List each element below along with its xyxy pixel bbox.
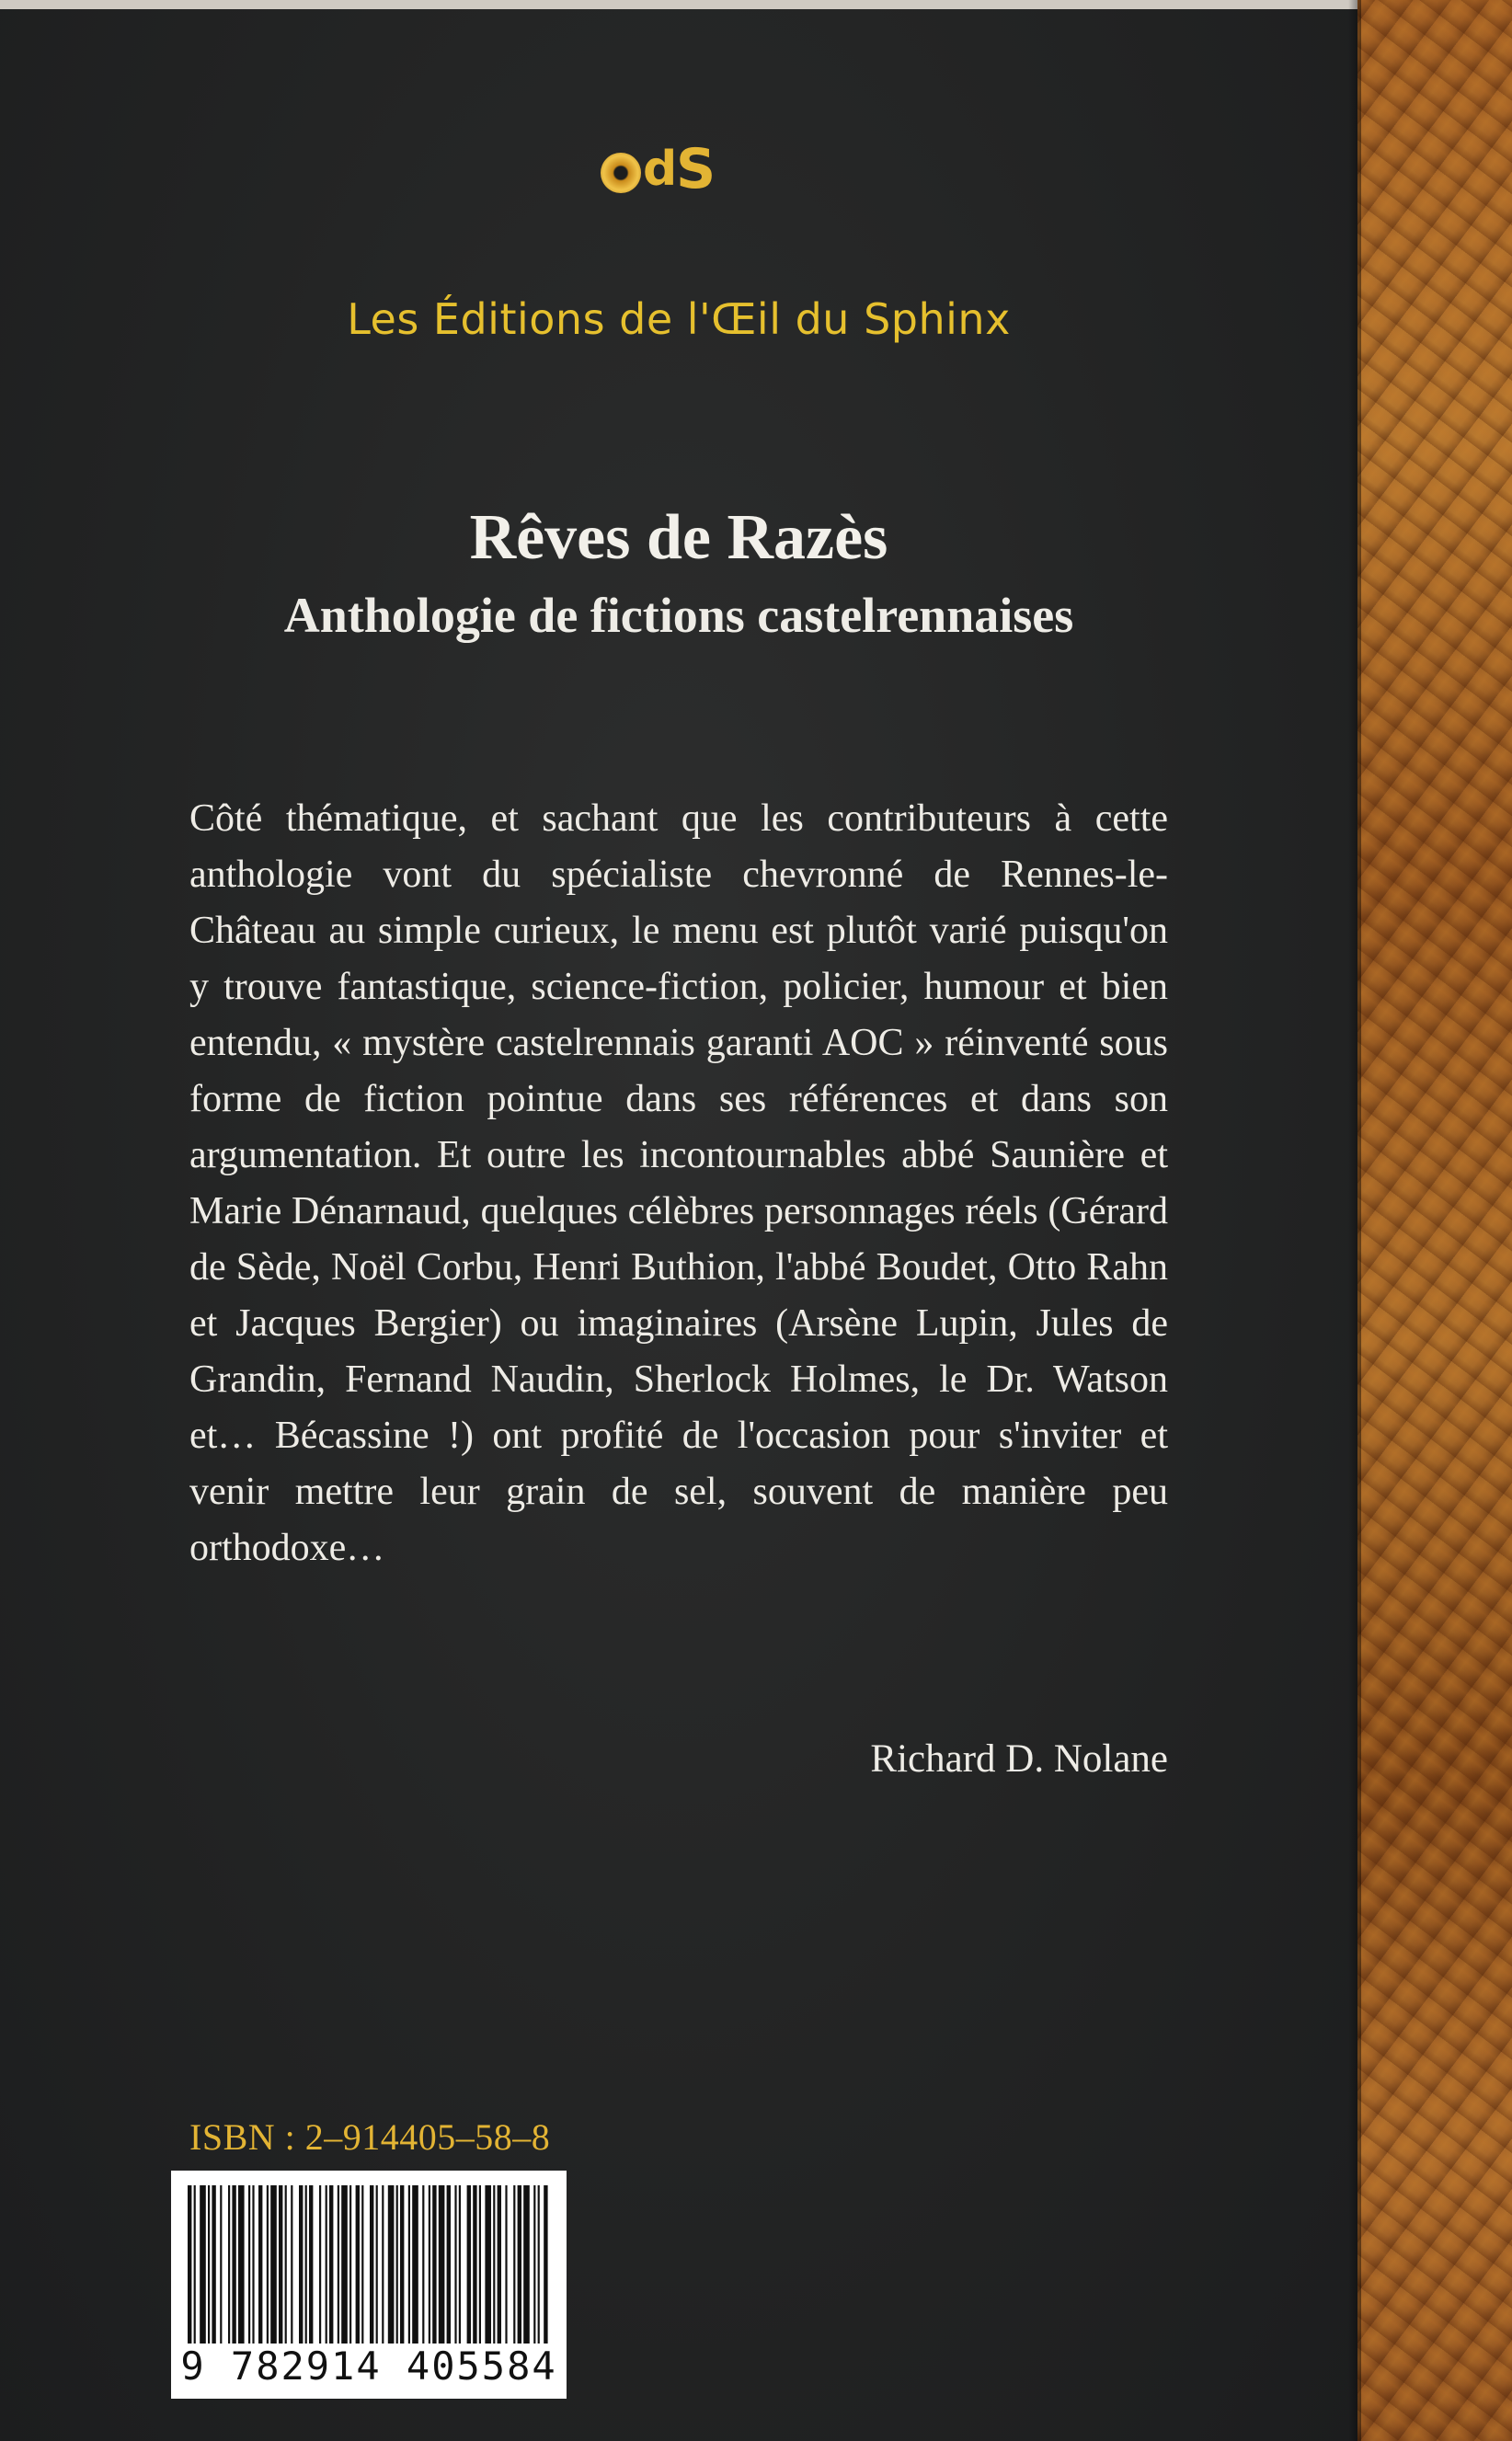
barcode-bar <box>422 2185 424 2344</box>
barcode-bar <box>329 2185 333 2344</box>
barcode-bar <box>238 2185 245 2344</box>
barcode-bar <box>454 2185 456 2344</box>
barcode-bar <box>319 2185 321 2344</box>
barcode-bar <box>220 2185 222 2344</box>
barcode-bar <box>518 2185 521 2344</box>
barcode-bar <box>533 2185 535 2344</box>
book-title: Rêves de Razès <box>469 502 888 573</box>
barcode-bar <box>498 2185 501 2344</box>
blurb <box>189 791 1168 1576</box>
barcode-bar <box>459 2185 461 2344</box>
barcode-bar <box>208 2185 210 2344</box>
spine-shadow <box>1348 0 1361 2441</box>
barcode-bar <box>467 2185 471 2344</box>
barcode-bar <box>479 2185 481 2344</box>
barcode-bar <box>267 2185 269 2344</box>
barcode-bar <box>326 2185 327 2344</box>
barcode-bar <box>232 2185 235 2344</box>
barcode-bar <box>258 2185 262 2344</box>
barcode-bars <box>186 2185 552 2344</box>
barcode-bar <box>188 2185 191 2344</box>
barcode-bar <box>538 2185 540 2344</box>
barcode-bar <box>376 2185 378 2344</box>
barcode-bar <box>408 2185 410 2344</box>
barcode-bar <box>305 2185 307 2344</box>
blurb-paragraph: Côté thématique, et sachant que les contributeurs à cette anthologie vont du spécialiste chevronné de Rennes-le-Château au simple curieux, le menu est plutôt varié puisqu'on y trouve fantastique, science-fiction, policier, humour et bien entendu, « mystère castelrennais garanti AOC » réinventé sous forme de fiction pointue dans ses références et dans son argumentation. Et outre les incontournables abbé Saunière et Marie Dénarnaud, quelques célèbres personnages réels (Gérard de Sède, Noël Corbu, Henri Buthion, l'abbé Boudet, Otto Rahn et Jacques Bergier) ou imaginaires (Arsène Lupin, Jules de Grandin, Fernand Naudin, Sherlock Holmes, le Dr. Watson et… Bécassine !) ont profité de l'occasion pour s'inviter et venir mettre leur grain de sel, souvent de manière peu orthodoxe… <box>189 797 1168 1569</box>
barcode-bar <box>432 2185 436 2344</box>
barcode-bar <box>388 2185 395 2344</box>
cover-top-edge <box>0 0 1357 9</box>
logo-letter-s: S <box>676 137 716 201</box>
barcode-bar <box>473 2185 476 2344</box>
author-signature: Richard D. Nolane <box>870 1737 1168 1781</box>
barcode-bar <box>341 2185 348 2344</box>
barcode-bar <box>270 2185 277 2344</box>
isbn-label: ISBN : 2–914405–58–8 <box>189 2116 551 2158</box>
barcode-bar <box>279 2185 282 2344</box>
barcode-bar <box>338 2185 339 2344</box>
barcode-bar <box>505 2185 507 2344</box>
barcode-bar <box>493 2185 495 2344</box>
barcode-bar <box>485 2185 491 2344</box>
barcode-bar <box>356 2185 360 2344</box>
barcode-bar <box>513 2185 515 2344</box>
barcode-number: 9 782914 405584 <box>180 2344 557 2389</box>
barcode-bar <box>349 2185 351 2344</box>
barcode-bar <box>429 2185 430 2344</box>
logo-letter-d: d <box>643 142 678 197</box>
barcode-bar <box>194 2185 196 2344</box>
barcode-bar <box>212 2185 215 2344</box>
barcode-bar <box>228 2185 230 2344</box>
barcode-bar <box>361 2185 363 2344</box>
barcode-bar <box>309 2185 313 2344</box>
barcode-bar <box>439 2185 445 2344</box>
publisher-name: Les Éditions de l'Œil du Sphinx <box>347 294 1011 344</box>
barcode-bar <box>396 2185 398 2344</box>
barcode-bar <box>370 2185 373 2344</box>
barcode-bar <box>291 2185 292 2344</box>
barcode-bar <box>400 2185 404 2344</box>
barcode <box>171 2171 567 2399</box>
barcode-bar <box>544 2185 547 2344</box>
barcode-bar <box>248 2185 250 2344</box>
barcode-bar <box>285 2185 287 2344</box>
barcode-bar <box>412 2185 418 2344</box>
publisher-logo <box>601 137 729 204</box>
barcode-bar <box>200 2185 206 2344</box>
spine-texture <box>1357 0 1512 2441</box>
barcode-bar <box>523 2185 530 2344</box>
barcode-bar <box>252 2185 254 2344</box>
barcode-bar <box>382 2185 384 2344</box>
barcode-bar <box>299 2185 303 2344</box>
eye-icon <box>601 153 641 193</box>
book-subtitle: Anthologie de fictions castelrennaises <box>283 588 1074 643</box>
barcode-bar <box>447 2185 451 2344</box>
